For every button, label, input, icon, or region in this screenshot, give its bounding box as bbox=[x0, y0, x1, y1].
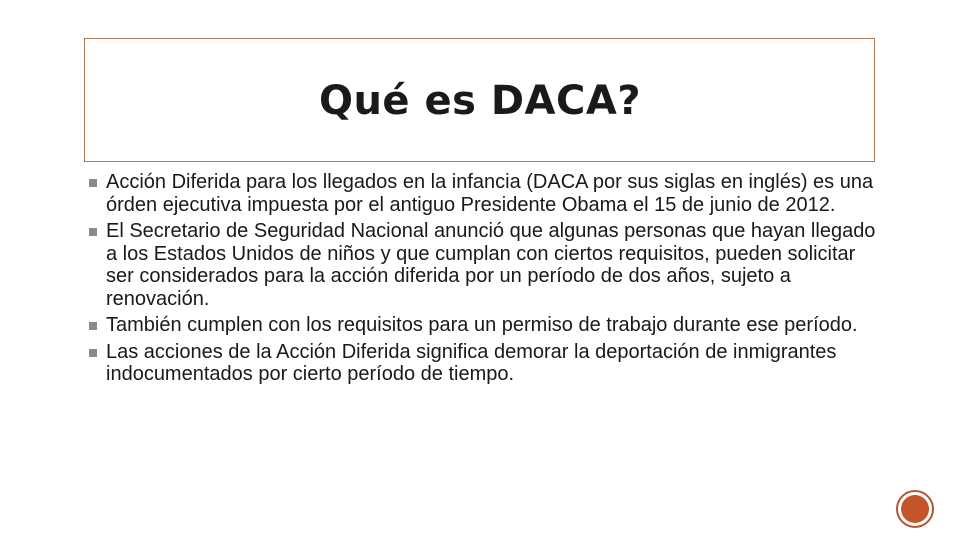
bullet-text: El Secretario de Seguridad Nacional anunció que algunas personas que hayan llegado a los Estados Unidos de niños y que cumplan con ciertos requisitos, pueden solicitar ser considerados para la acción diferida por un período de dos años, sujeto a renovación. bbox=[106, 220, 876, 310]
bullet-text: Las acciones de la Acción Diferida significa demorar la deportación de inmigrantes indocumentados por cierto período de tiempo. bbox=[106, 340, 837, 385]
bullet-item bbox=[89, 171, 879, 216]
bullet-text: Acción Diferida para los llegados en la infancia (DACA por sus siglas en inglés) es una órden ejecutiva impuesta por el antiguo Presidente Obama el 15 de junio de 2012. bbox=[106, 171, 874, 216]
square-bullet-icon bbox=[89, 349, 97, 357]
bullet-item bbox=[89, 220, 879, 310]
square-bullet-icon bbox=[89, 322, 97, 330]
page-number bbox=[901, 495, 929, 523]
square-bullet-icon bbox=[89, 179, 97, 187]
bullet-item bbox=[89, 341, 879, 386]
page-number-badge bbox=[896, 490, 934, 528]
bullet-list bbox=[89, 171, 879, 390]
square-bullet-icon bbox=[89, 228, 97, 236]
bullet-item bbox=[89, 314, 879, 337]
bullet-text: También cumplen con los requisitos para un permiso de trabajo durante ese período. bbox=[106, 314, 858, 336]
slide-title: Qué es DACA? bbox=[318, 78, 642, 124]
